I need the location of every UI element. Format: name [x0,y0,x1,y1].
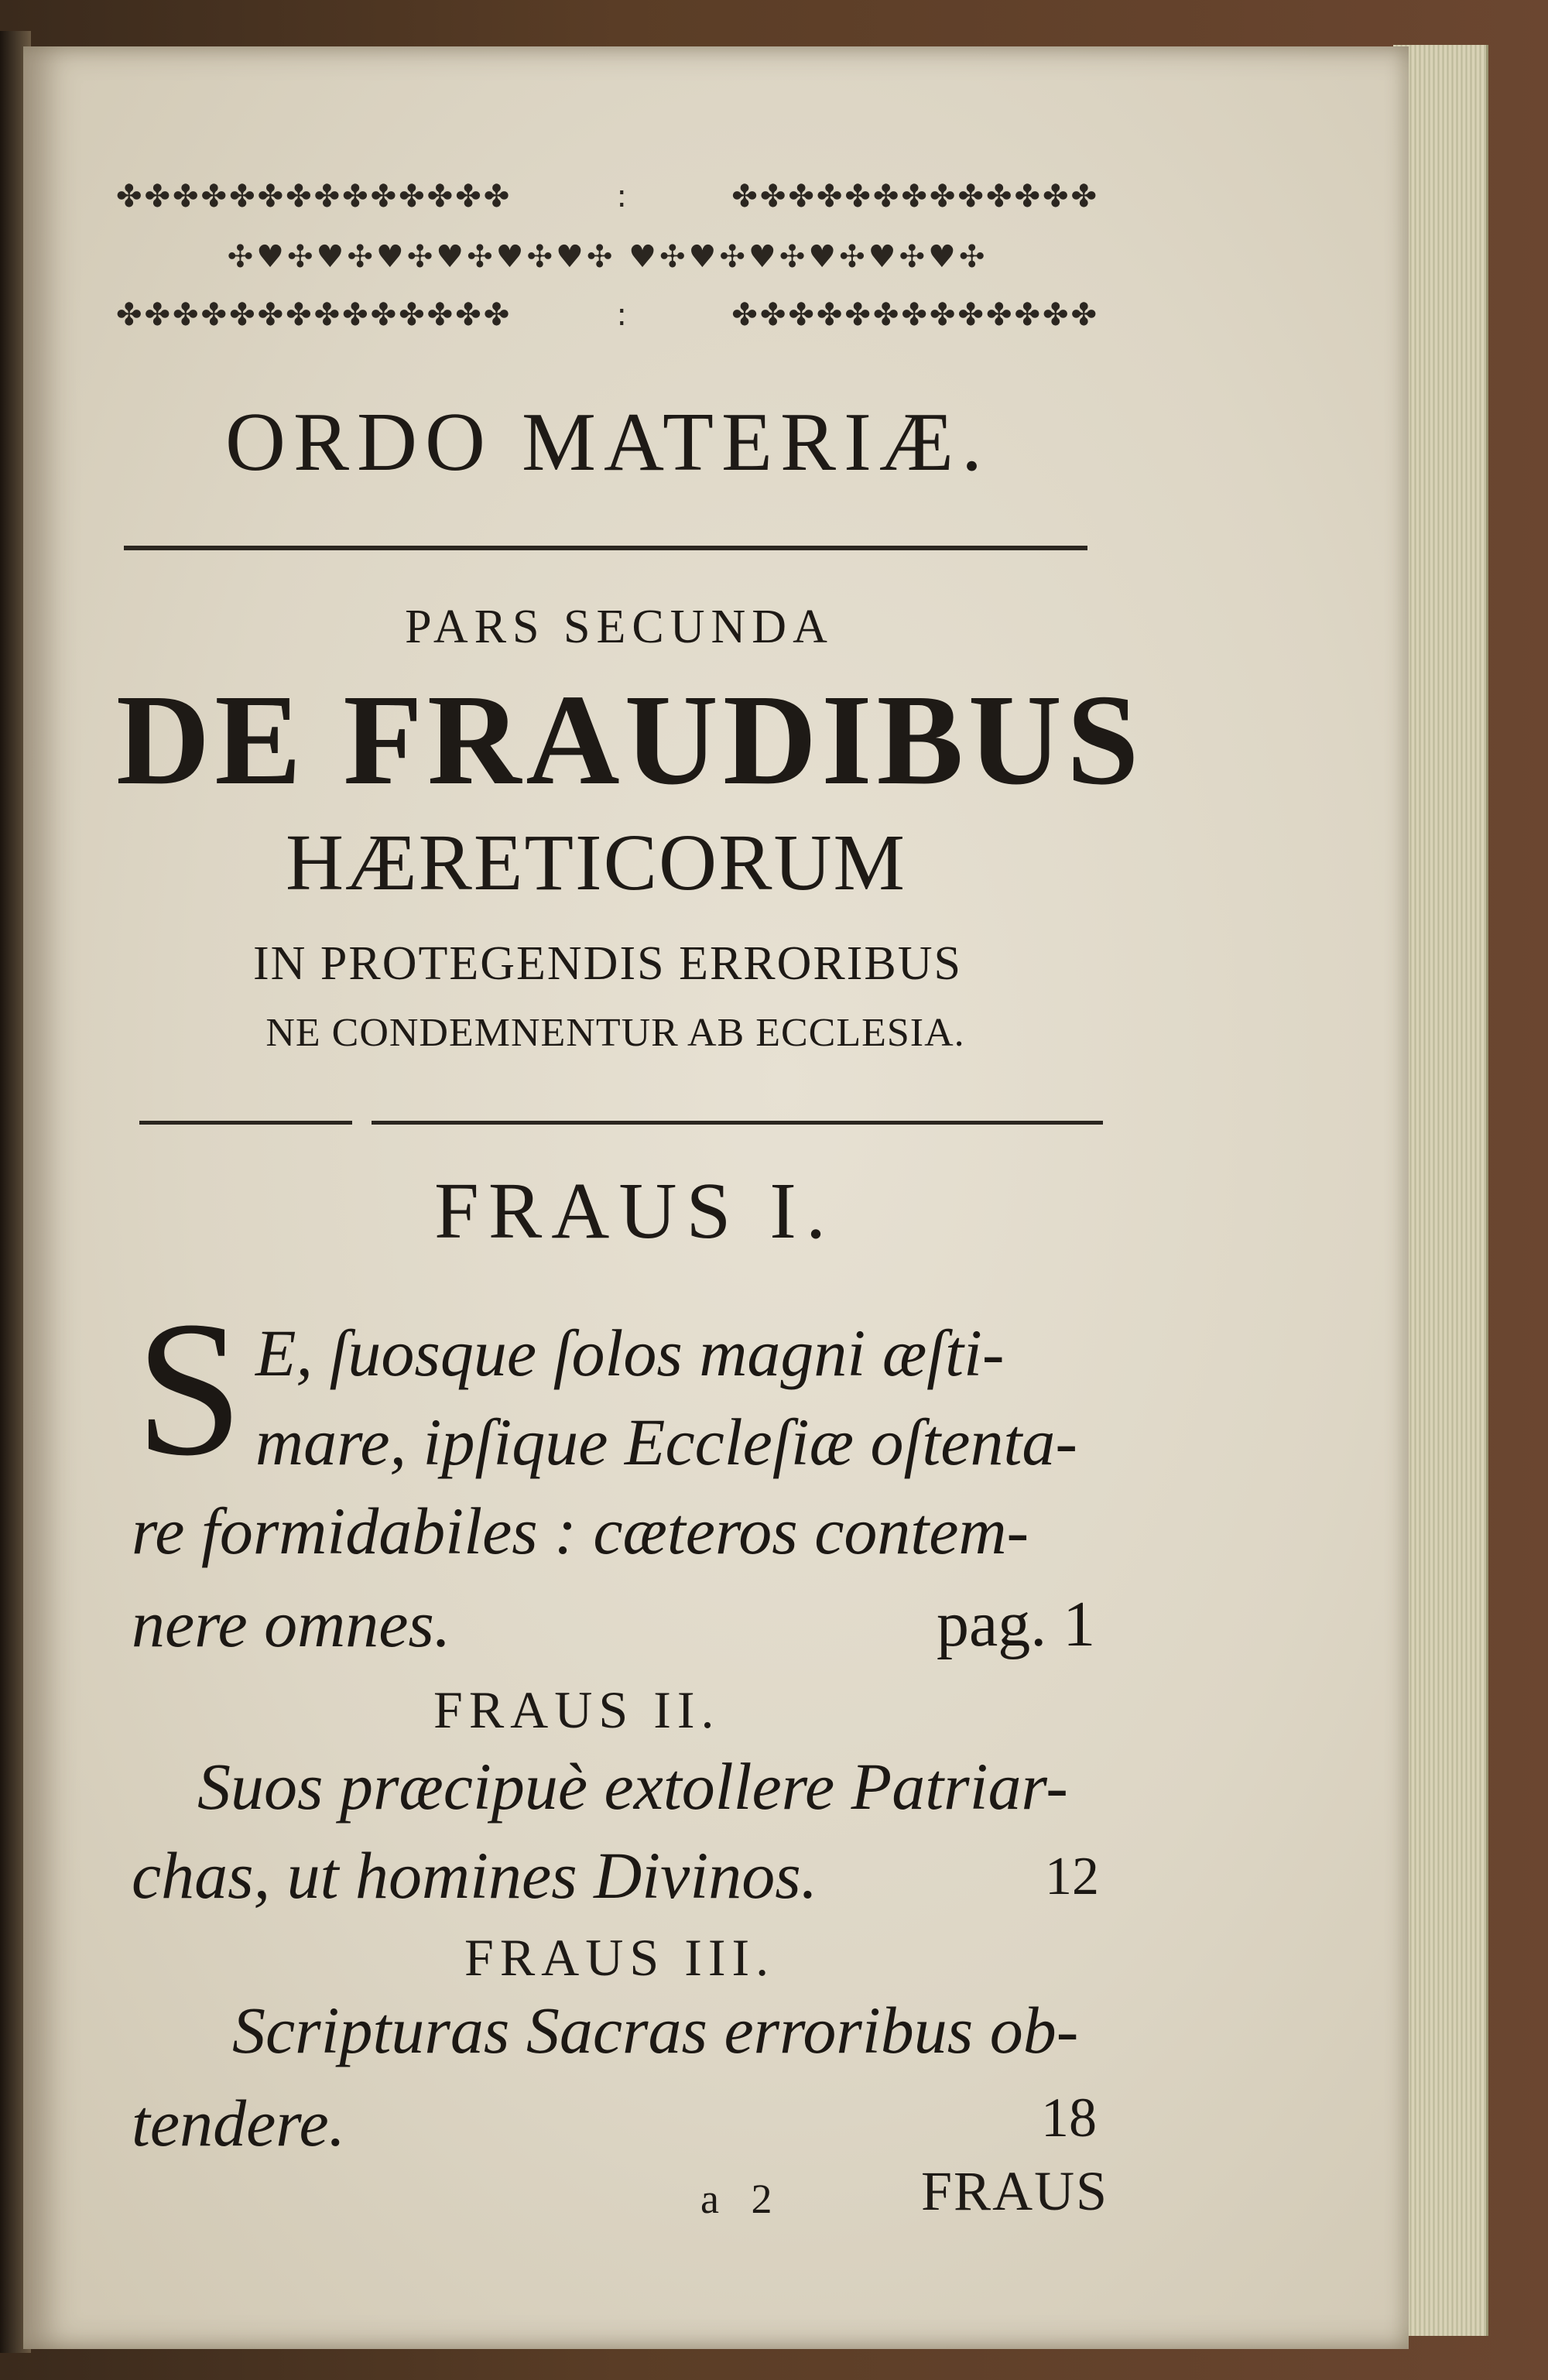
heading-line-4: NE CONDEMNENTUR AB ECCLESIA. [265,1011,965,1055]
section-heading: FRAUS I. [434,1166,835,1255]
page-title: ORDO MATERIÆ. [224,396,991,488]
signature-mark: a 2 [700,2176,783,2222]
main-heading: DE FRAUDIBUS [116,668,1144,812]
sub-heading: HÆRETICORUM [285,818,907,907]
part-label: PARS SECUNDA [405,601,834,653]
text-line: tendere. [132,2086,346,2160]
section-heading: FRAUS II. [433,1680,721,1739]
text-line: Scripturas Sacras erroribus ob- [232,1993,1079,2067]
ornament-hearts: ✣♥✣♥✣♥✣♥✣♥✣♥✣ ♥✣♥✣♥✣♥✣♥✣♥✣ [227,239,988,275]
ornament-separator: : [616,179,627,214]
section-heading: FRAUS III. [464,1928,776,1987]
text-line: Suos præcipuè extollere Patriar- [197,1749,1068,1824]
ornament-right: ✤✤✤✤✤✤✤✤✤✤✤✤✤ [731,297,1099,333]
page-reference: 18 [1041,2087,1097,2149]
text-line: mare, ipſique Eccleſiæ oſtenta- [255,1405,1077,1479]
section-rule-right [372,1121,1103,1125]
ornament-row-3 [116,298,1099,332]
ornament-row-2 [116,240,1099,274]
text-line: re formidabiles : cæteros contem- [132,1494,1029,1568]
ornament-row-1 [116,180,1099,214]
page-reference: 12 [1045,1847,1099,1906]
text-line: nere omnes. [132,1587,451,1661]
ornament-left: ✤✤✤✤✤✤✤✤✤✤✤✤✤✤ [116,179,512,214]
page-reference: pag. 1 [937,1588,1096,1660]
title-rule [124,546,1087,550]
text-line: chas, ut homines Divinos. [132,1838,818,1913]
ornament-separator: : [616,297,627,333]
heading-line-3: IN PROTEGENDIS ERRORIBUS [252,937,963,990]
catchword: FRAUS [921,2160,1109,2222]
section-rule-left [139,1121,352,1125]
drop-cap: S [135,1282,244,1496]
ornament-left: ✤✤✤✤✤✤✤✤✤✤✤✤✤✤ [116,297,512,333]
ornament-right: ✤✤✤✤✤✤✤✤✤✤✤✤✤ [731,179,1099,214]
text-line: E, ſuosque ſolos magni æſti- [255,1316,1005,1390]
